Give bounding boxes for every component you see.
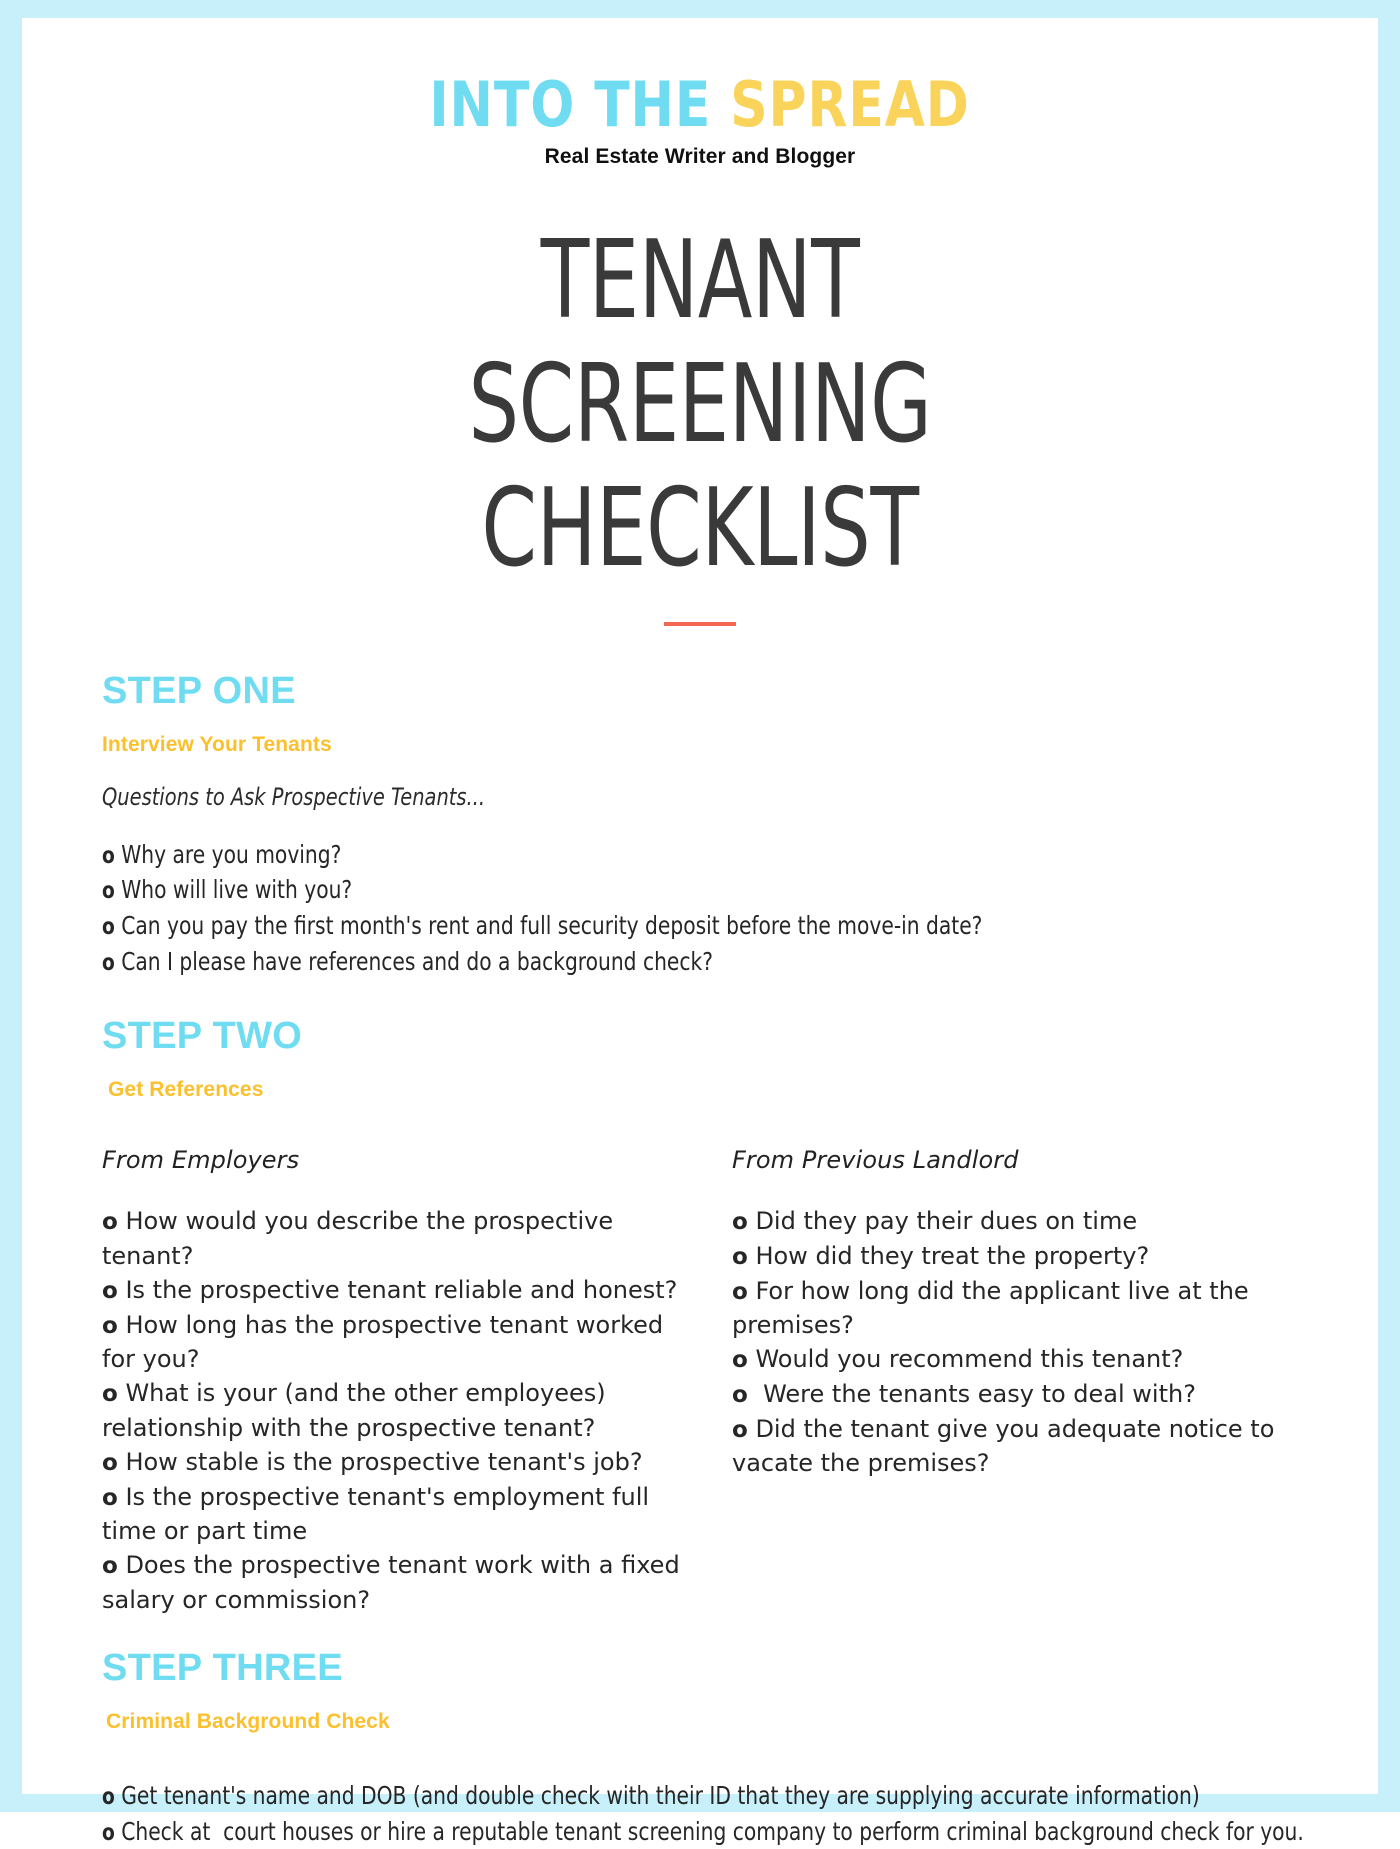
- list-item: [102, 1814, 1305, 1849]
- step-two-heading: STEP TWO: [102, 1015, 303, 1058]
- bullet-marker-icon: o: [102, 1819, 115, 1846]
- bullet-marker-icon: o: [102, 1209, 118, 1236]
- bullet-marker-icon: o: [102, 1553, 118, 1580]
- list-item: [732, 1342, 1292, 1377]
- list-item-text: Is the prospective tenant's employment full time or part time: [102, 1482, 657, 1546]
- list-item: [102, 1445, 702, 1480]
- brand-tagline: Real Estate Writer and Blogger: [544, 145, 856, 168]
- list-item: [102, 1778, 1305, 1814]
- step-three-bullet-list: [102, 1778, 1305, 1849]
- bullet-marker-icon: o: [732, 1381, 748, 1408]
- list-item-text: Can I please have references and do a background check?: [121, 946, 713, 976]
- poster-sheet: [22, 18, 1378, 1846]
- list-item: [102, 1548, 702, 1617]
- brand-word-two: SPREAD: [730, 68, 971, 141]
- step-one-intro: Questions to Ask Prospective Tenants...: [102, 782, 486, 811]
- bullet-marker-icon: o: [102, 878, 115, 905]
- bullet-marker-icon: o: [102, 1277, 118, 1304]
- step-three-heading: STEP THREE: [102, 1647, 343, 1690]
- step-two-column-landlord: [702, 1146, 1292, 1617]
- list-item-text: Were the tenants easy to deal with?: [755, 1379, 1196, 1408]
- step-one-bullet-list: [102, 837, 1305, 980]
- brand-word-one: INTO THE: [429, 68, 731, 141]
- list-item-text: Why are you moving?: [121, 839, 342, 869]
- list-item: [102, 944, 1305, 980]
- bullet-marker-icon: o: [102, 949, 115, 976]
- list-item: [732, 1239, 1292, 1274]
- bullet-marker-icon: o: [732, 1278, 748, 1305]
- list-item-text: Did the tenant give you adequate notice to vacate the premises?: [732, 1414, 1283, 1478]
- list-item: [732, 1412, 1292, 1481]
- employers-bullet-list: [102, 1204, 702, 1617]
- list-item: [102, 1376, 702, 1445]
- list-item: [732, 1204, 1292, 1239]
- list-item-text: Check at court houses or hire a reputable tenant screening company to perform criminal background check for you.: [121, 1816, 1304, 1846]
- list-item: [102, 908, 1305, 944]
- bullet-marker-icon: o: [732, 1416, 748, 1443]
- bullet-marker-icon: o: [102, 1312, 118, 1339]
- list-item-text: How would you describe the prospective tenant?: [102, 1207, 621, 1270]
- list-item: [732, 1274, 1292, 1343]
- page-title-line-two: CHECKLIST: [481, 466, 919, 592]
- list-item-text: How did they treat the property?: [755, 1241, 1150, 1270]
- list-item-text: Does the prospective tenant work with a fixed salary or commission?: [102, 1551, 688, 1615]
- list-item: [102, 1480, 702, 1549]
- list-item: [102, 872, 1305, 908]
- bullet-marker-icon: o: [102, 842, 115, 869]
- bullet-marker-icon: o: [102, 1784, 115, 1811]
- checklist-content: [22, 626, 1378, 1849]
- list-item-text: Did they pay their dues on time: [755, 1207, 1138, 1236]
- list-item: [102, 1273, 702, 1308]
- bullet-marker-icon: o: [102, 1450, 118, 1477]
- list-item-text: Get tenant's name and DOB (and double check with their ID that they are supplying accurate information): [121, 1781, 1200, 1811]
- page-title: [339, 219, 1061, 592]
- step-two-columns: [102, 1146, 1306, 1617]
- list-item-text: Would you recommend this tenant?: [755, 1345, 1184, 1374]
- list-item: [102, 837, 1305, 873]
- bullet-marker-icon: o: [732, 1209, 748, 1236]
- brand-wordmark: [429, 68, 971, 141]
- brand-header: [22, 18, 1378, 167]
- list-item-text: For how long did the applicant live at the premises?: [732, 1276, 1257, 1340]
- list-item-text: How long has the prospective tenant worked for you?: [102, 1310, 671, 1374]
- bullet-marker-icon: o: [102, 1484, 118, 1511]
- list-item-text: Can you pay the first month's rent and full security deposit before the move-in date?: [121, 910, 983, 940]
- step-two-column-employers: [102, 1146, 702, 1617]
- list-item: [732, 1377, 1292, 1412]
- list-item: [102, 1204, 702, 1273]
- step-two-subheading: Get References: [108, 1078, 264, 1102]
- column-heading-employers: From Employers: [102, 1146, 300, 1175]
- bullet-marker-icon: o: [102, 1381, 118, 1408]
- column-heading-landlord: From Previous Landlord: [732, 1146, 1019, 1175]
- page-title-line-one: TENANT SCREENING: [468, 218, 932, 468]
- bullet-marker-icon: o: [732, 1243, 748, 1270]
- list-item-text: What is your (and the other employees) relationship with the prospective tenant?: [102, 1379, 614, 1442]
- step-one-subheading: Interview Your Tenants: [102, 732, 332, 756]
- bullet-marker-icon: o: [102, 913, 115, 940]
- step-three-subheading: Criminal Background Check: [106, 1710, 390, 1734]
- list-item-text: How stable is the prospective tenant's job?: [125, 1448, 643, 1477]
- landlord-bullet-list: [732, 1204, 1292, 1480]
- list-item-text: Who will live with you?: [121, 875, 353, 905]
- step-one-heading: STEP ONE: [102, 669, 296, 712]
- bullet-marker-icon: o: [732, 1347, 748, 1374]
- list-item-text: Is the prospective tenant reliable and honest?: [125, 1275, 678, 1304]
- list-item: [102, 1308, 702, 1377]
